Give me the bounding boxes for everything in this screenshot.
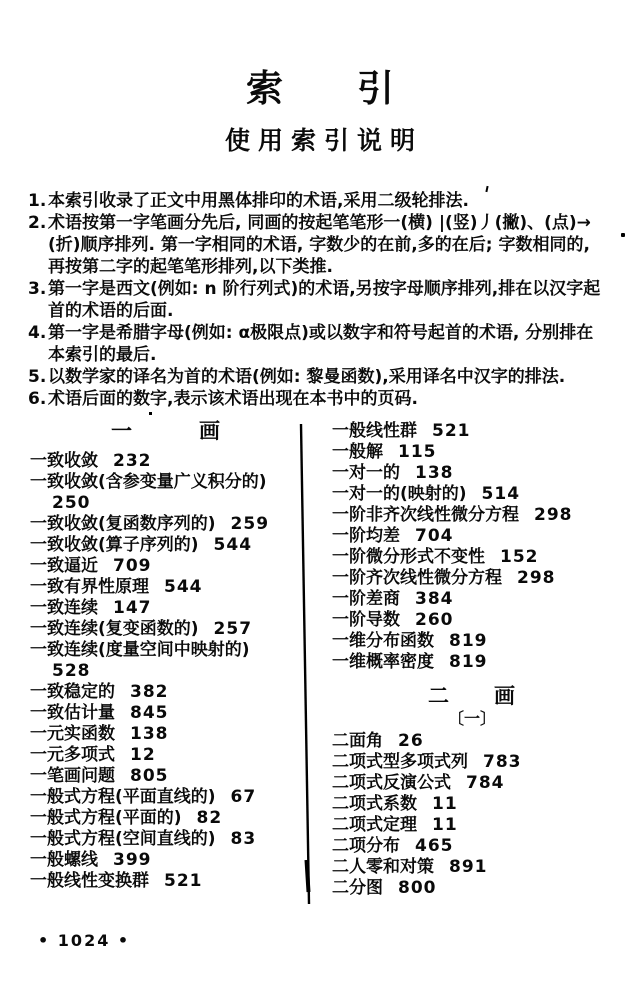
index-columns — [30, 421, 612, 899]
entry-page-number: 709 — [113, 556, 152, 576]
entry-page-number: 465 — [415, 836, 454, 856]
usage-note — [28, 366, 616, 388]
index-entry — [30, 514, 302, 535]
entry-term: 一般线性变换群 — [30, 871, 149, 891]
entry-page-number: 298 — [534, 505, 573, 525]
index-entry — [30, 682, 302, 703]
usage-note — [28, 278, 616, 322]
index-entry — [332, 731, 612, 752]
index-entry — [332, 484, 612, 505]
index-entry — [332, 752, 612, 773]
entry-page-number: 138 — [130, 724, 169, 744]
entry-term: 一致有界性原理 — [30, 577, 149, 597]
entry-term: 一致收敛(算子序列的) — [30, 535, 199, 555]
page-number: • 1024 • — [38, 931, 131, 950]
entry-term: 一笔画问题 — [30, 766, 115, 786]
index-entry — [30, 556, 302, 577]
entry-page-number: 521 — [432, 421, 471, 441]
entry-term: 一致逼近 — [30, 556, 98, 576]
index-entry — [30, 871, 302, 892]
entry-term: 二项式定理 — [332, 815, 417, 835]
entry-term: 一阶微分形式不变性 — [332, 547, 485, 567]
entry-term: 二分图 — [332, 878, 383, 898]
entry-page-number: 83 — [230, 829, 257, 849]
index-entry — [30, 787, 302, 808]
note-text: 以数学家的译名为首的术语(例如: 黎曼函数),采用译名中汉字的排法. — [48, 367, 566, 387]
usage-note — [28, 388, 616, 410]
index-entry — [332, 815, 612, 836]
index-entry — [332, 610, 612, 631]
entry-page-number: 260 — [415, 610, 454, 630]
entry-term: 一维概率密度 — [332, 652, 434, 672]
entry-term: 一阶导数 — [332, 610, 400, 630]
usage-note — [28, 212, 616, 278]
entry-term: 二项式型多项式列 — [332, 752, 468, 772]
note-text: 本索引收录了正文中用黑体排印的术语,采用二级轮排法. — [48, 191, 469, 211]
entry-page-number: 805 — [130, 766, 169, 786]
index-entry — [332, 631, 612, 652]
entry-page-number: 26 — [398, 731, 424, 751]
entry-term: 一对一的(映射的) — [332, 484, 467, 504]
entry-term: 二人零和对策 — [332, 857, 434, 877]
entry-page-number: 891 — [449, 857, 488, 877]
entry-term: 一致收敛(复函数序列的) — [30, 514, 216, 534]
entry-page-number: 783 — [483, 752, 522, 772]
entry-term: 二面角 — [332, 731, 383, 751]
index-entry — [30, 850, 302, 871]
entry-term: 一阶非齐次线性微分方程 — [332, 505, 519, 525]
index-entry — [30, 703, 302, 724]
index-entry — [30, 619, 302, 640]
index-entry — [30, 745, 302, 766]
page-subtitle: 使用索引说明 — [224, 126, 423, 155]
section-header-two-strokes: 二 画 — [428, 684, 516, 708]
index-entry — [332, 836, 612, 857]
entry-term: 一般式方程(平面的) — [30, 808, 182, 828]
index-entry — [332, 463, 612, 484]
index-entry — [30, 808, 302, 829]
index-entry — [30, 640, 302, 682]
entry-page-number: 399 — [113, 850, 152, 870]
index-entry — [332, 526, 612, 547]
entry-page-number: 259 — [230, 514, 270, 534]
index-entry — [332, 794, 612, 815]
note-number: 4. — [28, 323, 47, 343]
index-entry — [332, 857, 612, 878]
index-entry — [30, 598, 302, 619]
entry-term: 一阶差商 — [332, 589, 400, 609]
entry-term: 一般线性群 — [332, 421, 417, 441]
index-entry — [30, 451, 302, 472]
note-number: 2. — [28, 213, 47, 233]
entry-term: 一元实函数 — [30, 724, 115, 744]
index-entry — [332, 421, 612, 442]
index-entry — [332, 589, 612, 610]
entry-term: 一致收敛(含参变量广义积分的) — [30, 472, 267, 492]
entry-page-number: 67 — [230, 787, 257, 807]
entry-term: 一致连续(度量空间中映射的) — [30, 640, 250, 660]
entry-page-number: 544 — [213, 535, 253, 555]
scan-speck — [149, 412, 152, 415]
entry-term: 一般式方程(平面直线的) — [30, 787, 216, 807]
entry-term: 一般解 — [332, 442, 383, 462]
index-entry — [30, 724, 302, 745]
entry-page-number: 11 — [432, 794, 458, 814]
entry-term: 一对一的 — [332, 463, 400, 483]
entry-page-number: 784 — [466, 773, 505, 793]
index-entry — [332, 442, 612, 463]
usage-note — [28, 190, 616, 212]
scan-speck — [621, 233, 625, 237]
index-entry — [30, 766, 302, 787]
left-entry-list — [30, 451, 302, 892]
note-number: 6. — [28, 389, 47, 409]
entry-page-number: 544 — [164, 577, 203, 597]
entry-term: 一致收敛 — [30, 451, 98, 471]
entry-term: 一致连续 — [30, 598, 98, 618]
entry-page-number: 138 — [415, 463, 454, 483]
entry-term: 一般螺线 — [30, 850, 98, 870]
entry-term: 一般式方程(空间直线的) — [30, 829, 216, 849]
entry-term: 一阶齐次线性微分方程 — [332, 568, 502, 588]
entry-page-number: 819 — [449, 631, 488, 651]
index-entry — [332, 773, 612, 794]
entry-term: 二项式反演公式 — [332, 773, 451, 793]
entry-page-number: 382 — [130, 682, 169, 702]
index-entry — [30, 829, 302, 850]
entry-term: 一阶均差 — [332, 526, 400, 546]
entry-term: 一元多项式 — [30, 745, 115, 765]
entry-page-number: 521 — [164, 871, 203, 891]
entry-page-number: 11 — [432, 815, 458, 835]
entry-page-number: 845 — [130, 703, 169, 723]
entry-page-number: 152 — [500, 547, 539, 567]
subsection-marker: 〔一〕 — [447, 709, 496, 728]
index-usage-notes — [28, 190, 616, 410]
entry-term: 二项式系数 — [332, 794, 417, 814]
index-right-column — [332, 421, 612, 899]
note-text: 术语按第一字笔画分先后, 同画的按起笔笔形一(横) |(竖)丿(撇)、(点)→ (折)顺序排列. 第一字相同的术语, 字数少的在前,多的在后; 字数相同的, 再按第二字的起笔笔形排列,以下类推. — [48, 213, 591, 277]
note-number: 5. — [28, 367, 47, 387]
entry-term: 一维分布函数 — [332, 631, 434, 651]
entry-term: 二项分布 — [332, 836, 400, 856]
entry-page-number: 298 — [517, 568, 556, 588]
index-entry — [332, 878, 612, 899]
index-entry — [332, 547, 612, 568]
entry-page-number: 384 — [415, 589, 454, 609]
note-text: 第一字是希腊字母(例如: α极限点)或以数字和符号起首的术语, 分别排在 本索引的最后. — [48, 323, 594, 365]
right-entry-list-continued — [332, 421, 612, 673]
entry-page-number: 115 — [398, 442, 437, 462]
entry-page-number: 704 — [415, 526, 454, 546]
entry-page-number: 528 — [52, 661, 91, 681]
note-text: 术语后面的数字,表示该术语出现在本书中的页码. — [48, 389, 418, 409]
index-entry — [30, 472, 302, 514]
entry-term: 一致估计量 — [30, 703, 115, 723]
note-number: 1. — [28, 191, 47, 211]
entry-term: 一致稳定的 — [30, 682, 115, 702]
entry-term: 一致连续(复变函数的) — [30, 619, 199, 639]
section-header-one-stroke: 一 画 — [111, 419, 221, 443]
entry-page-number: 800 — [398, 878, 437, 898]
entry-page-number: 250 — [52, 493, 91, 513]
entry-page-number: 232 — [113, 451, 152, 471]
page-title: 索 引 — [246, 67, 394, 110]
entry-page-number: 147 — [113, 598, 152, 618]
entry-page-number: 514 — [481, 484, 521, 504]
entry-page-number: 12 — [130, 745, 156, 765]
usage-note — [28, 322, 616, 366]
index-entry — [332, 652, 612, 673]
entry-page-number: 819 — [449, 652, 488, 672]
entry-page-number: 82 — [196, 808, 223, 828]
entry-page-number: 257 — [213, 619, 253, 639]
index-entry — [30, 535, 302, 556]
note-text: 第一字是西文(例如: n 阶行列式)的术语,另按字母顺序排列,排在以汉字起 首的术语的后面. — [48, 279, 601, 321]
note-number: 3. — [28, 279, 47, 299]
index-entry — [30, 577, 302, 598]
index-entry — [332, 568, 612, 589]
right-entry-list-two — [332, 731, 612, 899]
index-left-column — [30, 421, 302, 899]
index-entry — [332, 505, 612, 526]
